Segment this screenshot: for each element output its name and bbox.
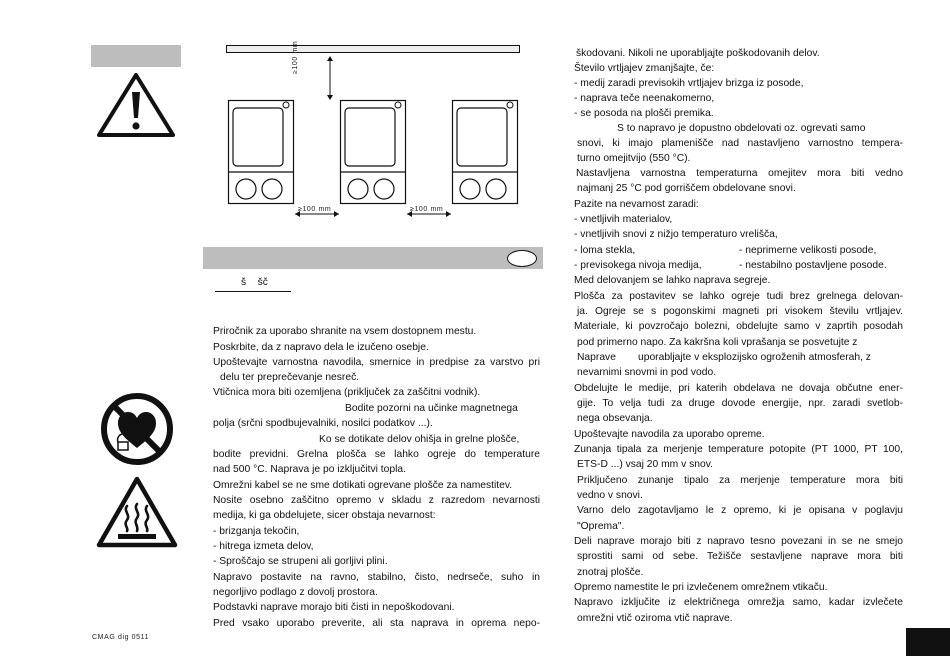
right-line-8: turno omejitvijo (550 °C). (577, 153, 691, 164)
right-line-10: najmanj 25 °C pod gorriščem obdelovane snovi. (577, 183, 796, 194)
right-line-32: Priključeno zunanje tipalo za merjenje temperature mora biti (577, 475, 903, 486)
left-line-1: Priročnik za uporabo shranite na vsem dostopnem mestu. (213, 326, 477, 337)
left-line-19: Podstavki naprave morajo biti čisti in nepoškodovani. (213, 602, 455, 613)
right-line-4: - naprava teče neenakomerno, (574, 93, 715, 104)
right-line-6: S to napravo je dopustno obdelovati oz. ogrevati samo (617, 123, 866, 134)
right-line-36: Deli naprave morajo biti z napravo tesno povezani in se ne smejo (574, 536, 903, 547)
left-line-18: negorljivo podlago z dovolj prostora. (213, 587, 378, 598)
device-center (340, 100, 406, 204)
warning-triangle-icon (96, 72, 176, 138)
right-line-27: gije. To velja tudi za druge dovode energije, npr. zaradi svetlob- (577, 398, 903, 409)
device-left (228, 100, 294, 204)
page-number-block (906, 628, 950, 656)
left-line-14: - brizganja tekočin, (213, 526, 300, 537)
right-line-41: omrežni vtič oziroma vtič naprave. (577, 613, 733, 624)
left-line-2: Poskrbite, da z napravo dela le izučeno osebje. (213, 342, 429, 353)
no-pacemaker-icon (100, 392, 174, 466)
left-line-13: medija, ki ga obdelujete, sicer obstaja nevarnost: (213, 510, 436, 521)
figure-top-bar (226, 45, 520, 53)
right-line-34: Varno delo zagotavljamo le z opremo, ki je opisana v poglavju (577, 505, 903, 516)
hot-surface-icon (96, 476, 178, 548)
right-line-20: ja. Ogreje se s pogonskimi magneti pri visokem številu vrtljajev. (577, 306, 903, 317)
left-line-10: nad 500 °C. Naprava je po izključitvi topla. (213, 464, 406, 475)
left-line-11: Omrežni kabel se ne sme dotikati ogrevane plošče za namestitev. (213, 480, 513, 491)
left-line-7: polja (srčni spodbujevalniki, nosilci podatkov ...). (213, 418, 433, 429)
right-line-38: znotraj plošče. (577, 567, 644, 578)
right-line-3: - medij zaradi previsokih vrtljajev brizga iz posode, (574, 78, 804, 89)
left-line-20: Pred vsako uporabo preverite, ali sta naprava in oprema nepo- (213, 618, 540, 629)
left-line-16: - Sproščajo se strupeni ali gorljivi plini. (213, 556, 388, 567)
left-line-9: bodite previdni. Grelna plošča se lahko ogreje do temperature (213, 449, 540, 460)
right-line-12: - vnetljivih materialov, (574, 214, 673, 225)
dim-left-label: ≥100 mm (298, 206, 332, 213)
right-line-9: Nastavljena varnostna temperaturna omejitev mora biti vedno (576, 168, 903, 179)
heading-marks: š šč (241, 277, 268, 288)
right-line-16: - previsokega nivoja medija, (574, 260, 702, 271)
footer-code: CMAG dig 0511 (92, 634, 150, 641)
right-line-23: Naprave (577, 352, 616, 363)
right-line-1: škodovani. Nikoli ne uporabljajte poškodovanih delov. (576, 48, 820, 59)
section-heading-oval (507, 250, 537, 267)
section-heading-bar (203, 247, 543, 269)
right-line-17: - nestabilno postavljene posode. (739, 260, 887, 271)
left-line-4: delu ter preprečevanje nesreč. (220, 372, 360, 383)
left-line-6: Bodite pozorni na učinke magnetnega (345, 403, 518, 414)
right-line-39: Opremo namestite le pri izvlečenem omrežnem vtikaču. (574, 582, 828, 593)
right-line-19: Plošča za postavitev se lahko ogreje tudi brez grelnega delovan- (574, 291, 903, 302)
left-line-3: Upoštevajte varnostna navodila, smernice in predpise za varstvo pri (213, 357, 540, 368)
right-line-15: - neprimerne velikosti posode, (739, 245, 877, 256)
right-line-40: Napravo izključite iz električnega omrežja samo, kadar izvlečete (574, 597, 903, 608)
heading-underline (215, 291, 291, 292)
right-line-25: nevarnimi snovmi in pod vodo. (577, 367, 717, 378)
right-line-31: ETS-D ...) vsaj 20 mm v snov. (577, 459, 713, 470)
right-line-14: - loma stekla, (574, 245, 636, 256)
right-line-21: Materiale, ki povzročajo bolezni, obdelujte samo v zaprtih posodah (574, 321, 903, 332)
right-line-35: "Oprema". (577, 521, 625, 532)
left-line-15: - hitrega izmeta delov, (213, 541, 314, 552)
warning-label-bar (91, 45, 181, 67)
right-line-11: Pazite na nevarnost zaradi: (574, 199, 699, 210)
right-line-22: pod primerno napo. Za kakršna koli vprašanja se posvetujte z (577, 337, 858, 348)
right-line-7: snovi, ki imajo plamenišče nad nastavljeno varnostno tempera- (577, 138, 903, 149)
right-line-5: - se posoda na plošči premika. (574, 108, 714, 119)
left-line-5: Vtičnica mora biti ozemljena (priključek za zaščitni vodnik). (213, 387, 481, 398)
right-line-18: Med delovanjem se lahko naprava segreje. (574, 275, 771, 286)
device-right (452, 100, 518, 204)
dim-right-label: ≥100 mm (410, 206, 444, 213)
vertical-dimension-arrow (300, 55, 340, 101)
right-line-26: Obdelujte le medije, pri katerih obdelava ne dovaja občutne ener- (574, 383, 903, 394)
right-line-30: Zunanja tipala za merjenje temperature potopite (PT 1000, PT 100, (574, 444, 903, 455)
dim-vertical-label: ≥100 mm (292, 40, 299, 74)
right-line-2: Število vrtljajev zmanjšajte, če: (574, 63, 715, 74)
right-line-28: nega obsevanja. (577, 413, 653, 424)
right-line-33: vedno v snovi. (577, 490, 643, 501)
right-line-24: uporabljajte v eksplozijsko ogroženih atmosferah, z (638, 352, 871, 363)
right-line-37: sprostiti sami od sebe. Težišče sestavljene naprave mora biti (577, 551, 903, 562)
right-line-29: Upoštevajte navodila za uporabo opreme. (574, 429, 765, 440)
left-line-12: Nosite osebno zaščitno opremo v skladu z razredom nevarnosti (213, 495, 540, 506)
left-line-17: Napravo postavite na ravno, stabilno, čisto, nedrseče, suho in (213, 572, 540, 583)
left-line-8: Ko se dotikate delov ohišja in grelne plošče, (319, 434, 520, 445)
right-line-13: - vnetljivih snovi z nižjo temperaturo vrelišča, (574, 229, 778, 240)
